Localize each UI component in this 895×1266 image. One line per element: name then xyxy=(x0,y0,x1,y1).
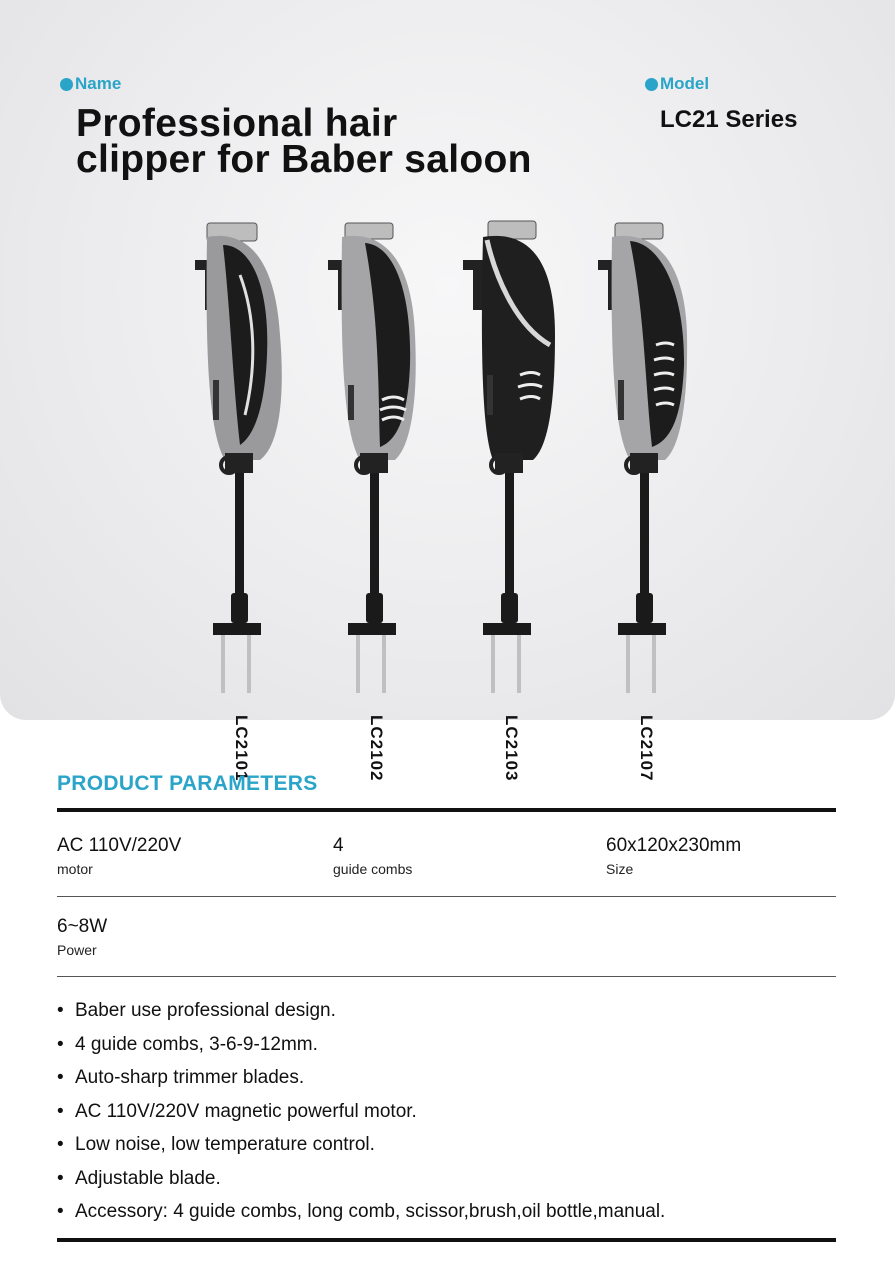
list-item: • Accessory: 4 guide combs, long comb, scissor,brush,oil bottle,manual. xyxy=(57,1201,666,1222)
list-item: • AC 110V/220V magnetic powerful motor. xyxy=(57,1100,417,1122)
product-lc2107 xyxy=(590,215,710,782)
param-size: 60x120x230mm Size xyxy=(606,835,742,877)
product-code: LC2103 xyxy=(502,715,521,782)
product-lc2102 xyxy=(320,215,440,782)
param-motor: AC 110V/220V motor xyxy=(57,835,182,877)
divider xyxy=(57,1238,836,1242)
list-item: • Low noise, low temperature control. xyxy=(57,1134,375,1155)
list-item: • 4 guide combs, 3-6-9-12mm. xyxy=(57,1033,318,1055)
product-lc2101 xyxy=(185,215,305,782)
product-code: LC2101 xyxy=(232,715,251,782)
model-value: LC21 Series xyxy=(660,106,798,133)
param-power: 6~8W Power xyxy=(57,916,108,958)
product-lc2103 xyxy=(455,215,575,782)
list-item: • Auto-sharp trimmer blades. xyxy=(57,1067,305,1088)
hair-clipper-icon xyxy=(455,215,575,700)
divider xyxy=(57,808,836,812)
section-title: PRODUCT PARAMETERS xyxy=(57,772,318,795)
bullet-dot-icon xyxy=(60,78,73,91)
bullet-dot-icon xyxy=(645,78,658,91)
hair-clipper-icon xyxy=(590,215,710,700)
list-item: • Baber use professional design. xyxy=(57,1000,336,1021)
feature-list xyxy=(57,994,665,1229)
name-tag: Name xyxy=(60,74,121,94)
divider xyxy=(57,976,836,977)
divider xyxy=(57,896,836,897)
page-title: Professional hair clipper for Baber saloon xyxy=(76,102,532,181)
list-item: • Adjustable blade. xyxy=(57,1167,221,1189)
hair-clipper-icon xyxy=(320,215,440,700)
hair-clipper-icon xyxy=(185,215,305,700)
product-code: LC2102 xyxy=(367,715,386,782)
param-guide-combs: 4 guide combs xyxy=(333,835,413,877)
model-tag: Model xyxy=(645,74,709,94)
product-code: LC2107 xyxy=(637,715,656,782)
